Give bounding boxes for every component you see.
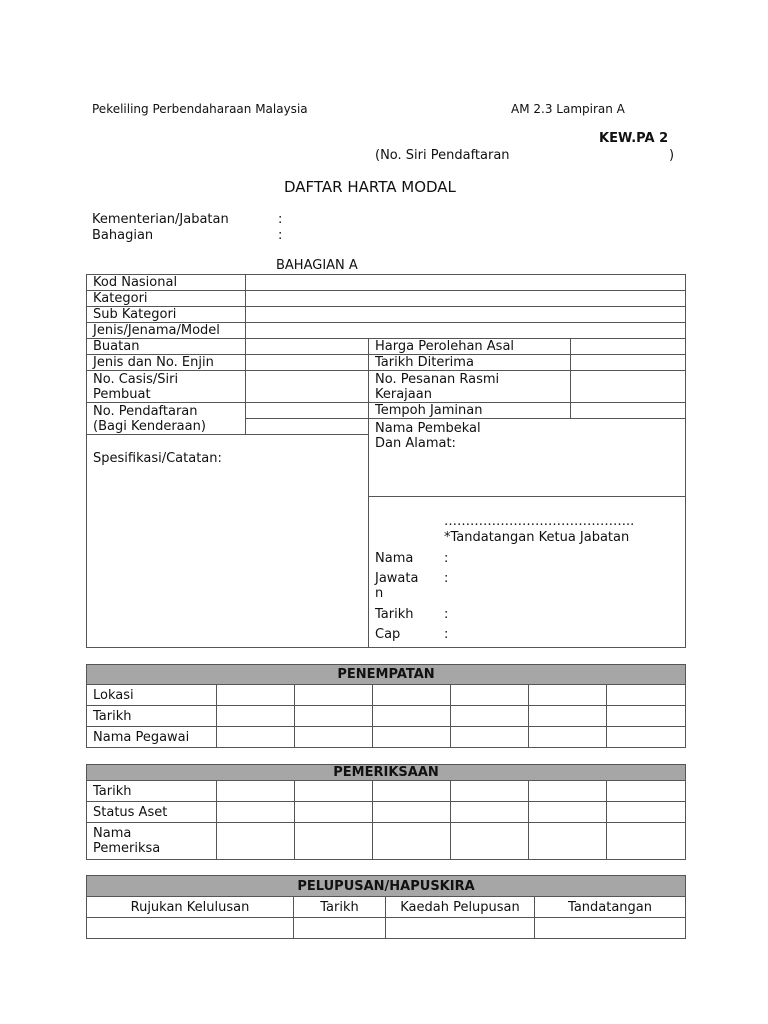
status-aset-cell[interactable] xyxy=(217,802,295,823)
pesanan-line2: Kerajaan xyxy=(375,386,432,402)
nama-label: Nama xyxy=(375,551,414,566)
harga-label: Harga Perolehan Asal xyxy=(369,339,571,355)
nama-pegawai-cell[interactable] xyxy=(451,727,529,748)
rujukan-kelulusan-cell[interactable] xyxy=(87,918,294,939)
cap-label: Cap xyxy=(375,627,401,642)
nama-pegawai-cell[interactable] xyxy=(529,727,607,748)
form-code: KEW.PA 2 xyxy=(599,131,669,146)
jawatan-label-line1: Jawata xyxy=(375,571,419,586)
jenis-enjin-label: Jenis dan No. Enjin xyxy=(87,355,246,371)
penempatan-title: PENEMPATAN xyxy=(87,665,686,685)
lokasi-cell[interactable] xyxy=(373,685,451,706)
no-casis-line2: Pembuat xyxy=(93,386,151,402)
status-aset-cell[interactable] xyxy=(607,802,686,823)
nama-pemeriksa-cell[interactable] xyxy=(529,823,607,860)
circular-title: Pekeliling Perbendaharaan Malaysia xyxy=(92,102,308,116)
nama-pegawai-cell[interactable] xyxy=(217,727,295,748)
no-casis-label xyxy=(87,371,246,403)
nama-pemeriksa-cell[interactable] xyxy=(295,823,373,860)
no-pendaftaran-field-2[interactable] xyxy=(246,419,369,435)
nama-pemeriksa-line1: Nama xyxy=(93,826,132,841)
nama-pemeriksa-cell[interactable] xyxy=(217,823,295,860)
pemeriksaan-tarikh-cell[interactable] xyxy=(451,781,529,802)
nama-pemeriksa-line2: Pemeriksa xyxy=(93,841,161,856)
no-pendaftaran-line1: No. Pendaftaran xyxy=(93,403,198,419)
status-aset-cell[interactable] xyxy=(451,802,529,823)
jenis-jenama-field[interactable] xyxy=(246,323,686,339)
tandatangan-header: Tandatangan xyxy=(535,897,686,918)
harga-field[interactable] xyxy=(571,339,686,355)
nama-pemeriksa-cell[interactable] xyxy=(451,823,529,860)
no-casis-line1: No. Casis/Siri xyxy=(93,371,179,387)
kod-nasional-field[interactable] xyxy=(246,275,686,291)
jenis-jenama-label: Jenis/Jenama/Model xyxy=(87,323,246,339)
tarikh-colon: : xyxy=(444,607,449,622)
pelupusan-tarikh-header: Tarikh xyxy=(294,897,386,918)
pemeriksaan-tarikh-cell[interactable] xyxy=(373,781,451,802)
division-label: Bahagian xyxy=(92,228,154,243)
penempatan-tarikh-cell[interactable] xyxy=(217,706,295,727)
pesanan-label xyxy=(369,371,571,403)
appendix-reference: AM 2.3 Lampiran A xyxy=(511,102,625,116)
nama-pegawai-label: Nama Pegawai xyxy=(87,727,217,748)
cap-colon: : xyxy=(444,627,449,642)
kaedah-pelupusan-header: Kaedah Pelupusan xyxy=(386,897,535,918)
pesanan-line1: No. Pesanan Rasmi xyxy=(375,371,500,387)
tarikh-label: Tarikh xyxy=(375,607,414,622)
pembekal-line1: Nama Pembekal xyxy=(375,421,481,436)
buatan-field[interactable] xyxy=(246,339,369,355)
pesanan-field[interactable] xyxy=(571,371,686,403)
no-pendaftaran-line2: (Bagi Kenderaan) xyxy=(93,418,206,434)
nama-pemeriksa-label xyxy=(87,823,217,860)
lokasi-cell[interactable] xyxy=(217,685,295,706)
pelupusan-table xyxy=(86,875,686,939)
pemeriksaan-table xyxy=(86,764,686,860)
tandatangan-cell[interactable] xyxy=(535,918,686,939)
lokasi-cell[interactable] xyxy=(451,685,529,706)
nama-colon: : xyxy=(444,551,449,566)
ministry-label: Kementerian/Jabatan xyxy=(92,212,229,227)
sub-kategori-field[interactable] xyxy=(246,307,686,323)
status-aset-cell[interactable] xyxy=(529,802,607,823)
pemeriksaan-tarikh-label: Tarikh xyxy=(87,781,217,802)
signature-caption: *Tandatangan Ketua Jabatan xyxy=(444,530,630,545)
penempatan-tarikh-label: Tarikh xyxy=(87,706,217,727)
rujukan-kelulusan-header: Rujukan Kelulusan xyxy=(87,897,294,918)
document-title: DAFTAR HARTA MODAL xyxy=(284,178,456,196)
pemeriksaan-tarikh-cell[interactable] xyxy=(295,781,373,802)
buatan-label: Buatan xyxy=(87,339,246,355)
nama-pemeriksa-cell[interactable] xyxy=(373,823,451,860)
status-aset-label: Status Aset xyxy=(87,802,217,823)
signature-line: …………………………………….. xyxy=(444,514,635,529)
penempatan-tarikh-cell[interactable] xyxy=(373,706,451,727)
kaedah-pelupusan-cell[interactable] xyxy=(386,918,535,939)
division-colon: : xyxy=(278,228,283,243)
nama-pegawai-cell[interactable] xyxy=(373,727,451,748)
tempoh-jaminan-field[interactable] xyxy=(571,403,686,419)
lokasi-label: Lokasi xyxy=(87,685,217,706)
serial-number-close: ) xyxy=(669,148,675,163)
signature-cell xyxy=(369,497,686,648)
spesifikasi-label: Spesifikasi/Catatan: xyxy=(93,451,222,466)
pembekal-cell[interactable] xyxy=(369,419,686,497)
pemeriksaan-tarikh-cell[interactable] xyxy=(217,781,295,802)
pelupusan-tarikh-cell[interactable] xyxy=(294,918,386,939)
tarikh-diterima-label: Tarikh Diterima xyxy=(369,355,571,371)
kategori-label: Kategori xyxy=(87,291,246,307)
no-casis-field[interactable] xyxy=(246,371,369,403)
pelupusan-title: PELUPUSAN/HAPUSKIRA xyxy=(87,876,686,897)
nama-pegawai-cell[interactable] xyxy=(295,727,373,748)
kategori-field[interactable] xyxy=(246,291,686,307)
nama-pegawai-cell[interactable] xyxy=(607,727,686,748)
sub-kategori-label: Sub Kategori xyxy=(87,307,246,323)
pemeriksaan-title: PEMERIKSAAN xyxy=(87,765,686,781)
jawatan-colon: : xyxy=(444,571,449,586)
jenis-enjin-field[interactable] xyxy=(246,355,369,371)
lokasi-cell[interactable] xyxy=(529,685,607,706)
ministry-colon: : xyxy=(278,212,283,227)
no-pendaftaran-label xyxy=(87,403,246,435)
spesifikasi-cell[interactable] xyxy=(87,435,369,648)
pemeriksaan-tarikh-cell[interactable] xyxy=(607,781,686,802)
tarikh-diterima-field[interactable] xyxy=(571,355,686,371)
penempatan-tarikh-cell[interactable] xyxy=(451,706,529,727)
status-aset-cell[interactable] xyxy=(295,802,373,823)
penempatan-tarikh-cell[interactable] xyxy=(607,706,686,727)
penempatan-table xyxy=(86,664,686,748)
section-a-table xyxy=(86,274,686,648)
pembekal-line2: Dan Alamat: xyxy=(375,436,456,451)
section-a-title: BAHAGIAN A xyxy=(276,258,358,273)
tempoh-jaminan-label: Tempoh Jaminan xyxy=(369,403,571,419)
status-aset-cell[interactable] xyxy=(373,802,451,823)
penempatan-tarikh-cell[interactable] xyxy=(295,706,373,727)
serial-number-label: (No. Siri Pendaftaran xyxy=(375,148,510,163)
no-pendaftaran-field-1[interactable] xyxy=(246,403,369,419)
kod-nasional-label: Kod Nasional xyxy=(87,275,246,291)
jawatan-label-line2: n xyxy=(375,586,384,601)
pemeriksaan-tarikh-cell[interactable] xyxy=(529,781,607,802)
lokasi-cell[interactable] xyxy=(295,685,373,706)
lokasi-cell[interactable] xyxy=(607,685,686,706)
penempatan-tarikh-cell[interactable] xyxy=(529,706,607,727)
nama-pemeriksa-cell[interactable] xyxy=(607,823,686,860)
